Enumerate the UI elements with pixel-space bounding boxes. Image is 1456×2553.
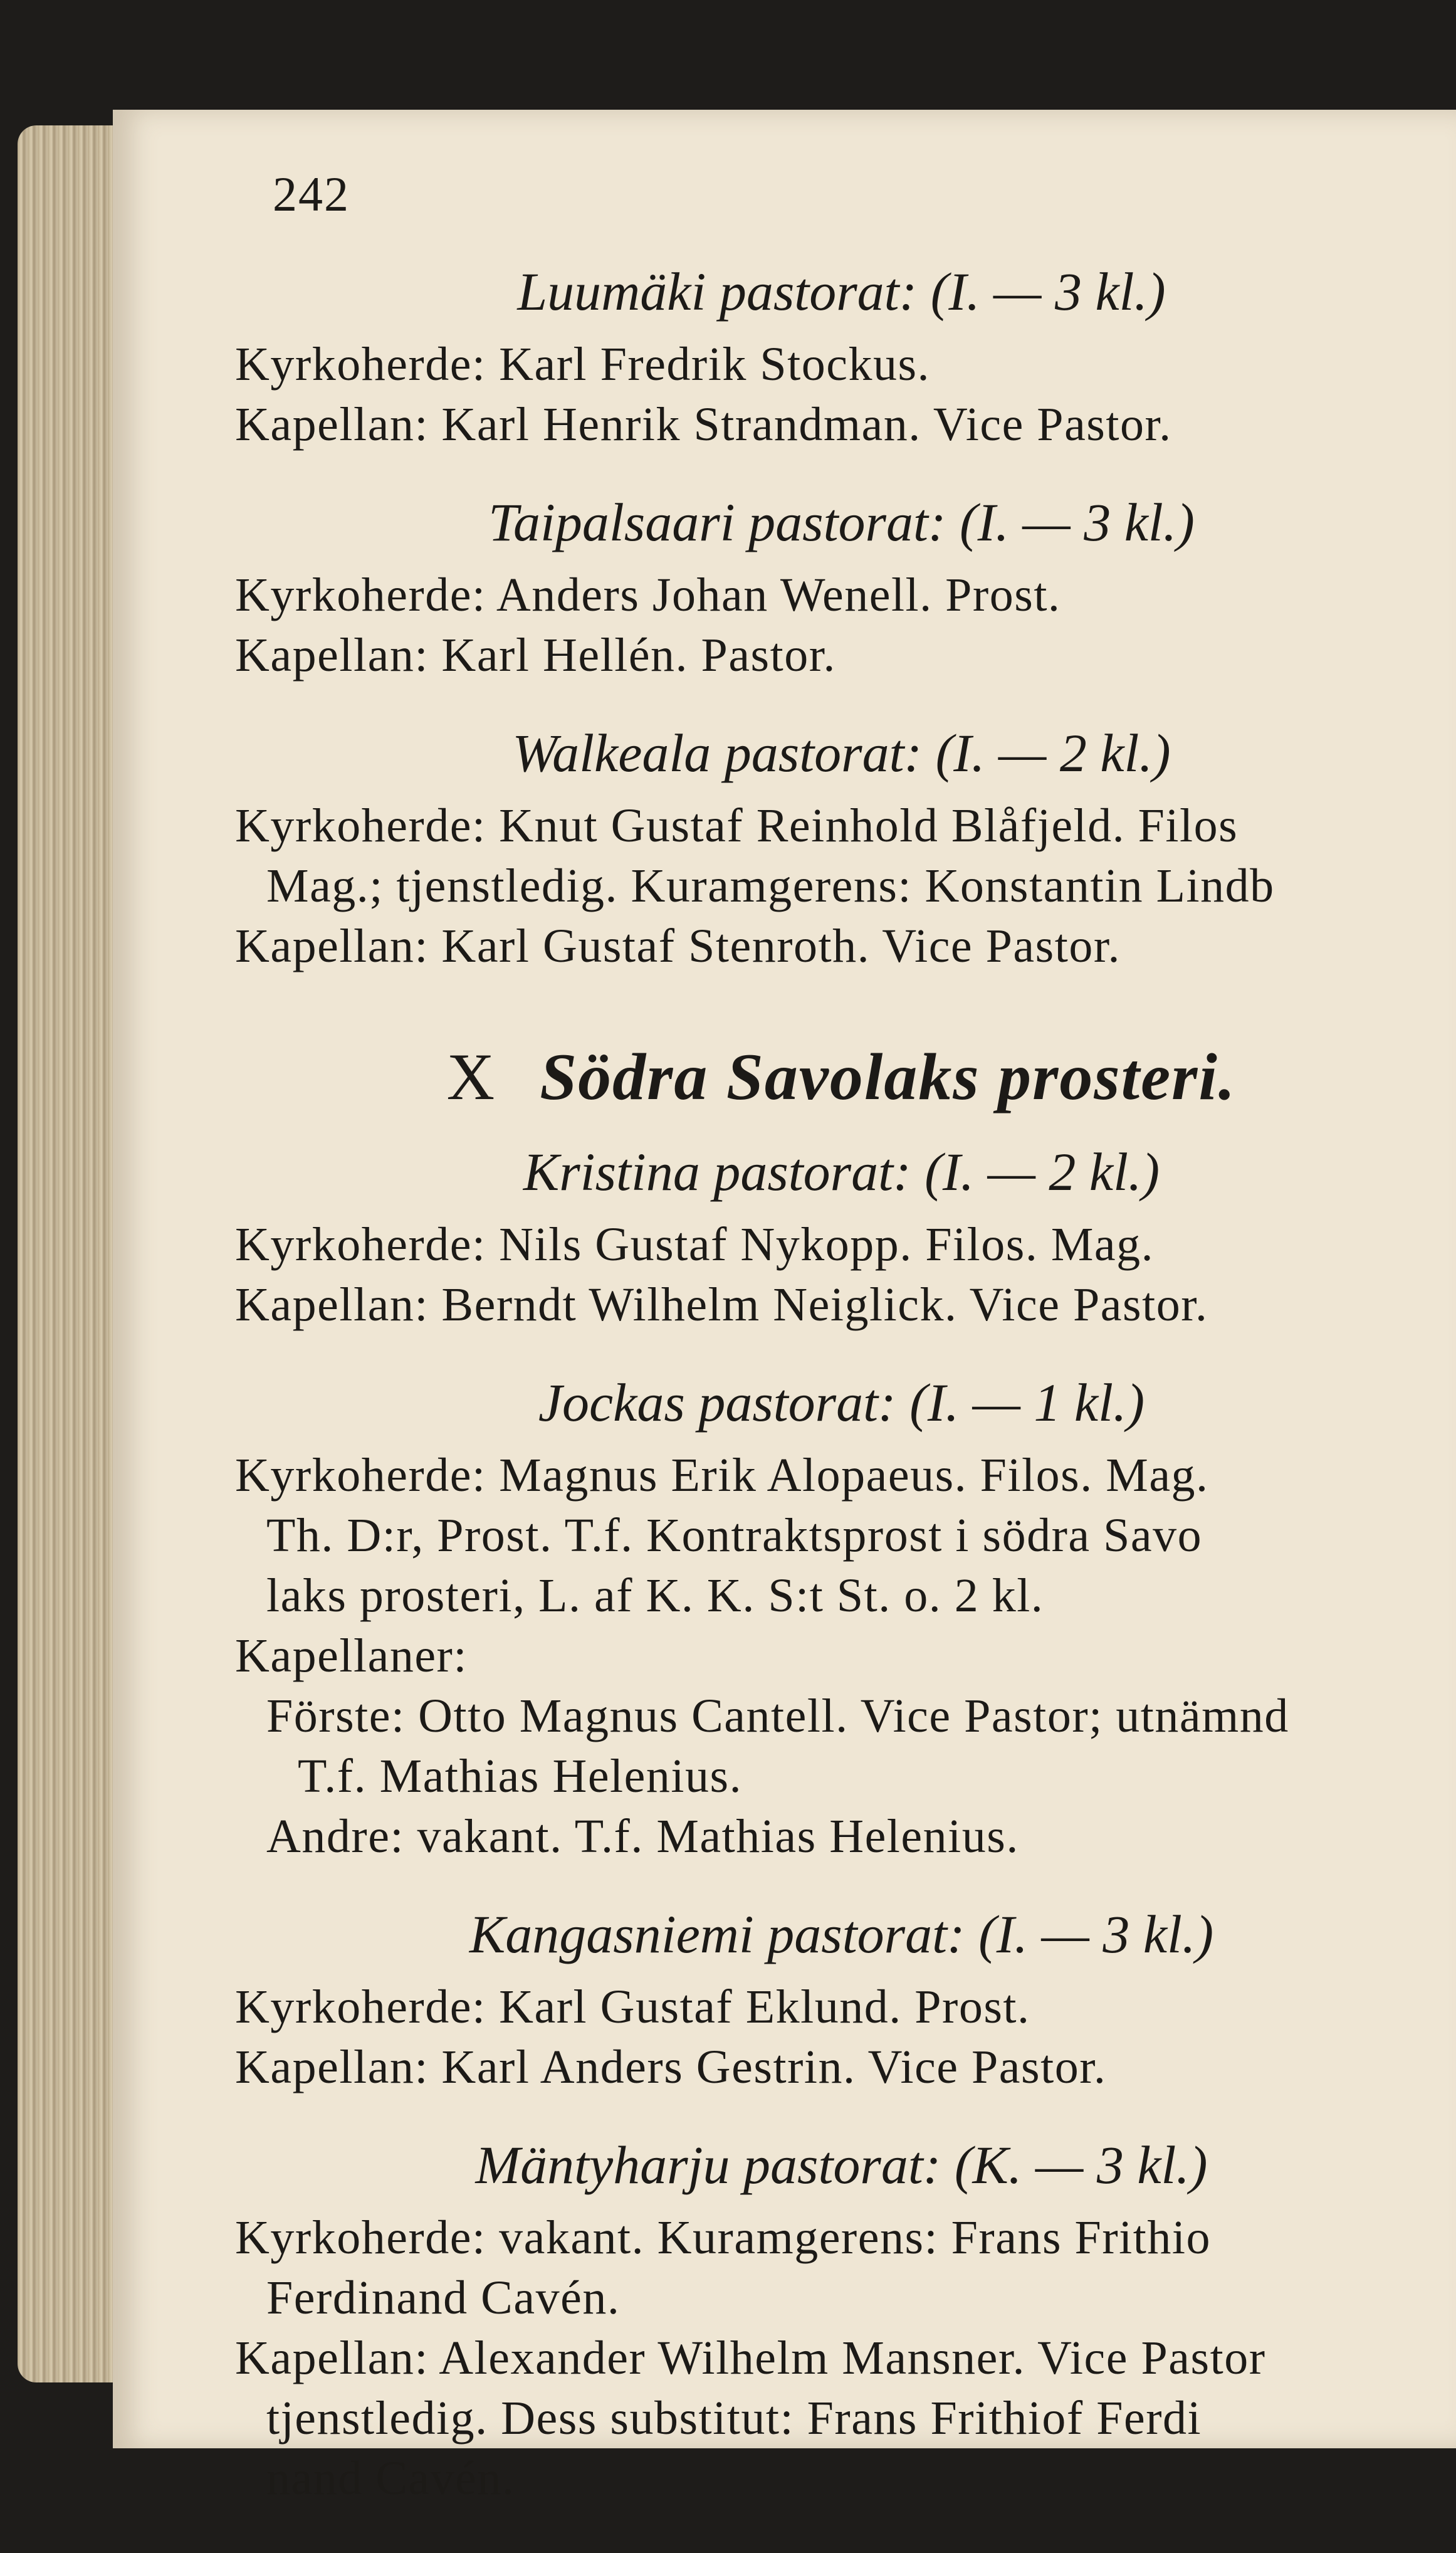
entry-line: nand Cavén. xyxy=(266,2452,515,2505)
page-number: 242 xyxy=(273,167,350,221)
entry-line: Kapellan: Karl Anders Gestrin. Vice Pastor. xyxy=(235,2041,1107,2093)
entry-line: Förste: Otto Magnus Cantell. Vice Pastor; utnämnd xyxy=(266,1690,1289,1742)
entry-line: laks prosteri, L. af K. K. S:t St. o. 2 kl. xyxy=(266,1569,1044,1622)
entry-line: Andre: vakant. T.f. Mathias Helenius. xyxy=(266,1810,1019,1863)
entry-line: Ferdinand Cavén. xyxy=(266,2271,621,2324)
page-content xyxy=(235,166,1448,2508)
entry-line: Th. D:r, Prost. T.f. Kontraktsprost i södra Savo xyxy=(266,1509,1203,1562)
parish-heading-walkeala: Walkeala pastorat: (I. — 2 kl.) xyxy=(512,723,1171,783)
entry-line: Mag.; tjenstledig. Kuramgerens: Konstantin Lindb xyxy=(266,860,1275,912)
entry-line: Kyrkoherde: Knut Gustaf Reinhold Blåfjeld. Filos xyxy=(235,799,1239,852)
entry-line: T.f. Mathias Helenius. xyxy=(298,1750,743,1803)
entry-line: Kyrkoherde: vakant. Kuramgerens: Frans Frithio xyxy=(235,2211,1211,2264)
parish-heading-kangasniemi: Kangasniemi pastorat: (I. — 3 kl.) xyxy=(469,1904,1214,1964)
entry-line: Kapellan: Karl Hellén. Pastor. xyxy=(235,629,836,682)
entry-line: Kapellaner: xyxy=(235,1629,468,1682)
entry-line: Kyrkoherde: Karl Gustaf Eklund. Prost. xyxy=(235,1981,1030,2033)
section-roman-numeral: X xyxy=(446,1040,496,1113)
parish-heading-luumaki: Luumäki pastorat: (I. — 3 kl.) xyxy=(517,261,1166,322)
entry-line: Kapellan: Alexander Wilhelm Mansner. Vice Pastor xyxy=(235,2332,1266,2384)
entry-line: Kyrkoherde: Magnus Erik Alopaeus. Filos. Mag. xyxy=(235,1449,1209,1502)
entry-line: Kyrkoherde: Anders Johan Wenell. Prost. xyxy=(235,569,1061,621)
entry-line: Kyrkoherde: Karl Fredrik Stockus. xyxy=(235,338,931,391)
book-page xyxy=(113,110,1456,2505)
parish-heading-taipalsaari: Taipalsaari pastorat: (I. — 3 kl.) xyxy=(488,492,1195,552)
parish-heading-kristina: Kristina pastorat: (I. — 2 kl.) xyxy=(523,1142,1160,1202)
parish-heading-jockas: Jockas pastorat: (I. — 1 kl.) xyxy=(538,1372,1145,1433)
entry-line: tjenstledig. Dess substitut: Frans Frithiof Ferdi xyxy=(266,2392,1202,2445)
entry-line: Kyrkoherde: Nils Gustaf Nykopp. Filos. Mag. xyxy=(235,1218,1155,1271)
entry-line: Kapellan: Karl Gustaf Stenroth. Vice Pastor. xyxy=(235,920,1121,972)
entry-line: Kapellan: Berndt Wilhelm Neiglick. Vice Pastor. xyxy=(235,1278,1208,1331)
entry-line: Kapellan: Karl Henrik Strandman. Vice Pastor. xyxy=(235,398,1172,451)
section-title xyxy=(235,1039,1448,1115)
section-title-text: Södra Savolaks prosteri. xyxy=(540,1040,1237,1113)
parish-heading-mantyharju: Mäntyharju pastorat: (K. — 3 kl.) xyxy=(475,2135,1208,2195)
